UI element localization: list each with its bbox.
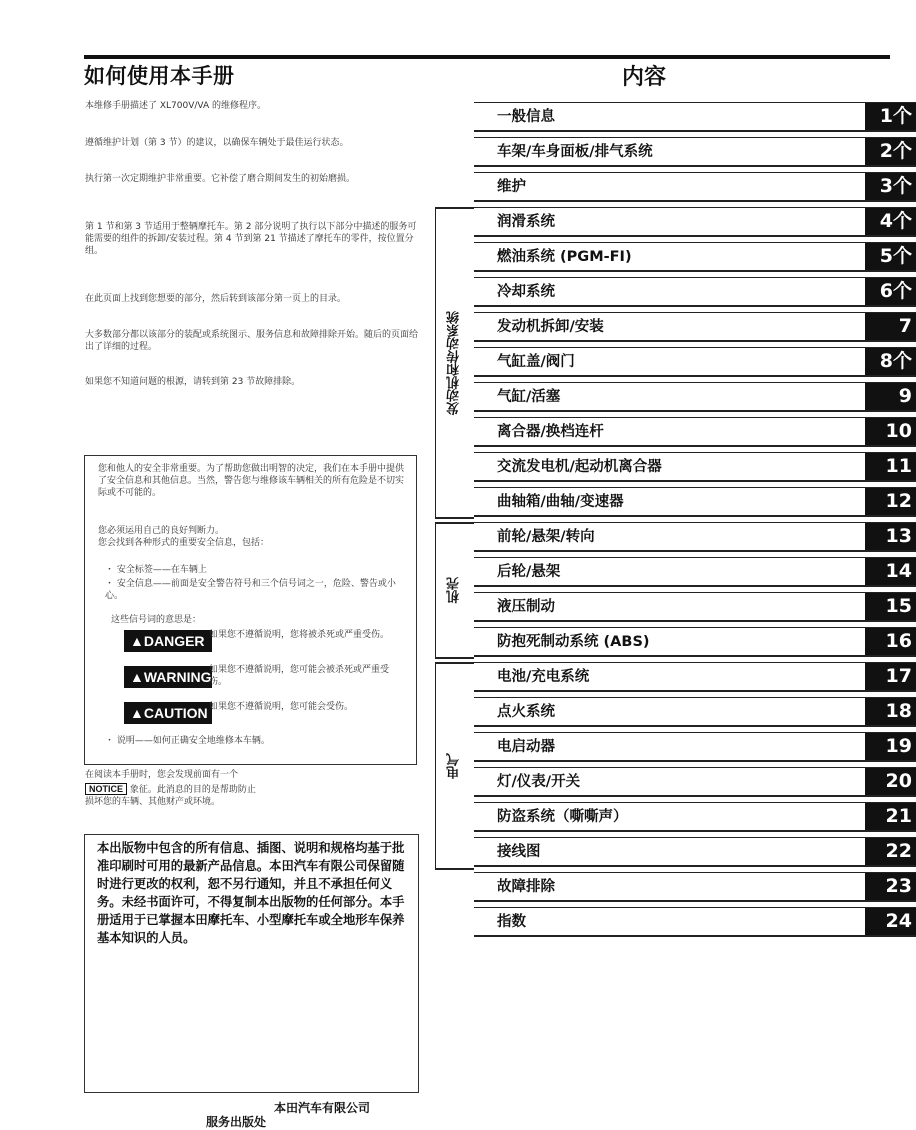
caution-description: 如果您不遵循说明，您可能会受伤。 xyxy=(209,702,354,712)
toc-section-number: 12 xyxy=(865,488,916,515)
toc-label: 液压制动 xyxy=(497,599,555,615)
toc-row[interactable] xyxy=(474,557,916,587)
caution-signal-label: ▲CAUTION xyxy=(124,702,212,724)
toc-row[interactable] xyxy=(474,137,916,167)
toc-row[interactable] xyxy=(474,172,916,202)
toc-row[interactable] xyxy=(474,207,916,237)
toc-section-number: 4个 xyxy=(865,208,916,235)
toc-row[interactable] xyxy=(474,452,916,482)
toc-section-number: 20 xyxy=(865,768,916,795)
toc-section-number: 14 xyxy=(865,558,916,585)
safety-paragraph-2: 您必须运用自己的良好判断力。 xyxy=(98,526,225,536)
toc-section-number: 6个 xyxy=(865,278,916,305)
toc-section-number: 7 xyxy=(865,313,916,340)
toc-label: 灯/仪表/开关 xyxy=(497,774,581,790)
toc-label: 点火系统 xyxy=(497,704,555,720)
toc-label: 防盗系统（嘶嘶声） xyxy=(497,809,628,825)
toc-label: 接线图 xyxy=(497,844,541,860)
toc-section-number: 13 xyxy=(865,523,916,550)
toc-label: 曲轴箱/曲轴/变速器 xyxy=(497,494,624,510)
toc-row[interactable] xyxy=(474,417,916,447)
toc-row[interactable] xyxy=(474,732,916,762)
toc-row[interactable] xyxy=(474,312,916,342)
safety-bullet-instructions: ・ 说明——如何正确安全地维修本车辆。 xyxy=(105,736,270,746)
toc-row[interactable] xyxy=(474,242,916,272)
toc-row[interactable] xyxy=(474,592,916,622)
notice-badge: NOTICE xyxy=(85,783,127,795)
intro-paragraph-6: 大多数部分都以该部分的装配或系统图示、服务信息和故障排除开始。随后的页面给出了详细的过程。 xyxy=(85,330,419,352)
intro-paragraph-2: 遵循维护计划（第 3 节）的建议，以确保车辆处于最佳运行状态。 xyxy=(85,138,349,148)
danger-signal-label: ▲DANGER xyxy=(124,630,212,652)
notice-line-1: 在阅读本手册时，您会发现前面有一个 xyxy=(85,770,239,780)
toc-section-number: 23 xyxy=(865,873,916,900)
intro-paragraph-3: 执行第一次定期维护非常重要。它补偿了磨合期间发生的初始磨损。 xyxy=(85,174,356,184)
toc-row[interactable] xyxy=(474,627,916,657)
intro-paragraph-4: 第 1 节和第 3 节适用于整辆摩托车。第 2 部分说明了执行以下部分中描述的服务可能需要的组件的拆卸/安装过程。第 4 节到第 21 节描述了摩托车的零件，按位置分组。 xyxy=(85,222,417,256)
toc-section-number: 17 xyxy=(865,663,916,690)
toc-label: 前轮/悬架/转向 xyxy=(497,529,595,545)
top-rule xyxy=(84,55,890,59)
toc-label: 气缸盖/阀门 xyxy=(497,354,575,370)
toc-label: 离合器/换档连杆 xyxy=(497,424,604,440)
company-name: 本田汽车有限公司 xyxy=(274,1101,371,1115)
toc-label: 维护 xyxy=(497,179,526,195)
notice-line-3: 损坏您的车辆、其他财产或环境。 xyxy=(85,797,221,807)
toc-section-number: 16 xyxy=(865,628,916,655)
toc-section-number: 15 xyxy=(865,593,916,620)
toc-row[interactable] xyxy=(474,487,916,517)
toc-row[interactable] xyxy=(474,382,916,412)
group-label-engine: 发动机和传动系统 xyxy=(447,311,462,415)
toc-label: 后轮/悬架 xyxy=(497,564,561,580)
toc-row[interactable] xyxy=(474,102,916,132)
intro-paragraph-5: 在此页面上找到您想要的部分，然后转到该部分第一页上的目录。 xyxy=(85,294,347,304)
service-department: 服务出版处 xyxy=(206,1115,267,1129)
toc-section-number: 22 xyxy=(865,838,916,865)
warning-signal-label: ▲WARNING xyxy=(124,666,212,688)
toc-label: 冷却系统 xyxy=(497,284,555,300)
toc-row[interactable] xyxy=(474,697,916,727)
warning-description: 如果您不遵循说明，您可能会被杀死或严重受伤。 xyxy=(209,665,390,687)
toc-section-number: 1个 xyxy=(865,103,916,130)
toc-label: 故障排除 xyxy=(497,879,555,895)
toc-row[interactable] xyxy=(474,907,916,937)
notice-line-2 xyxy=(85,783,285,796)
toc-section-number: 24 xyxy=(865,908,916,935)
toc-section-number: 21 xyxy=(865,803,916,830)
toc-section-number: 5个 xyxy=(865,243,916,270)
toc-section-number: 8个 xyxy=(865,348,916,375)
toc-label: 车架/车身面板/排气系统 xyxy=(497,144,653,160)
safety-paragraph-1: 您和他人的安全非常重要。为了帮助您做出明智的决定，我们在本手册中提供了安全信息和其他信息。当然，警告您与维修该车辆相关的所有危险是不切实际或不可能的。 xyxy=(98,464,405,498)
safety-bullet-labels: ・ 安全标签——在车辆上 xyxy=(105,565,207,575)
toc-row[interactable] xyxy=(474,277,916,307)
toc-row[interactable] xyxy=(474,662,916,692)
safety-paragraph-3: 您会找到各种形式的重要安全信息，包括： xyxy=(98,538,270,548)
toc-label: 气缸/活塞 xyxy=(497,389,561,405)
toc-section-number: 3个 xyxy=(865,173,916,200)
intro-paragraph-1: 本维修手册描述了 XL700V/VA 的维修程序。 xyxy=(85,101,267,111)
toc-section-number: 10 xyxy=(865,418,916,445)
toc-label: 防抱死制动系统 (ABS) xyxy=(497,634,650,650)
toc-label: 电启动器 xyxy=(497,739,555,755)
toc-row[interactable] xyxy=(474,837,916,867)
toc-label: 指数 xyxy=(497,914,526,930)
signal-words-intro: 这些信号词的意思是： xyxy=(111,615,202,625)
group-label-electrical: 电气 xyxy=(447,753,462,779)
intro-paragraph-7: 如果您不知道问题的根源，请转到第 23 节故障排除。 xyxy=(85,377,301,387)
notice-line-2-text: 象征。此消息的目的是帮助防止 xyxy=(129,785,256,795)
toc-row[interactable] xyxy=(474,872,916,902)
toc-label: 燃油系统 (PGM-FI) xyxy=(497,249,632,265)
copyright-box xyxy=(84,834,419,1093)
toc-label: 一般信息 xyxy=(497,109,555,125)
group-bar-engine xyxy=(435,207,474,519)
toc-row[interactable] xyxy=(474,802,916,832)
group-label-chassis: 机壳 xyxy=(447,577,462,604)
copyright-text: 本出版物中包含的所有信息、插图、说明和规格均基于批准印刷时可用的最新产品信息。本田汽车有限公司保留随时进行更改的权利，恕不另行通知，并且不承担任何义务。未经书面许可，不得复制本出版物的任何部分。本手册适用于已掌握本田摩托车、小型摩托车或全地形车保养基本知识的人员。 xyxy=(97,841,405,945)
toc-label: 发动机拆卸/安装 xyxy=(497,319,604,335)
toc-section-number: 9 xyxy=(865,383,916,410)
group-bar-chassis xyxy=(435,522,474,659)
toc-section-number: 11 xyxy=(865,453,916,480)
toc-label: 交流发电机/起动机离合器 xyxy=(497,459,662,475)
toc-section-number: 2个 xyxy=(865,138,916,165)
toc-row[interactable] xyxy=(474,347,916,377)
toc-label: 电池/充电系统 xyxy=(497,669,590,685)
how-to-use-title: 如何使用本手册 xyxy=(84,64,235,88)
toc-section-number: 19 xyxy=(865,733,916,760)
toc-row[interactable] xyxy=(474,522,916,552)
toc-label: 润滑系统 xyxy=(497,214,555,230)
contents-title: 内容 xyxy=(622,65,667,90)
toc-section-number: 18 xyxy=(865,698,916,725)
toc-row[interactable] xyxy=(474,767,916,797)
danger-description: 如果您不遵循说明，您将被杀死或严重受伤。 xyxy=(209,630,390,640)
safety-bullet-messages: ・ 安全信息——前面是安全警告符号和三个信号词之一，危险、警告或小心。 xyxy=(105,579,396,601)
group-bar-electrical xyxy=(435,662,474,870)
